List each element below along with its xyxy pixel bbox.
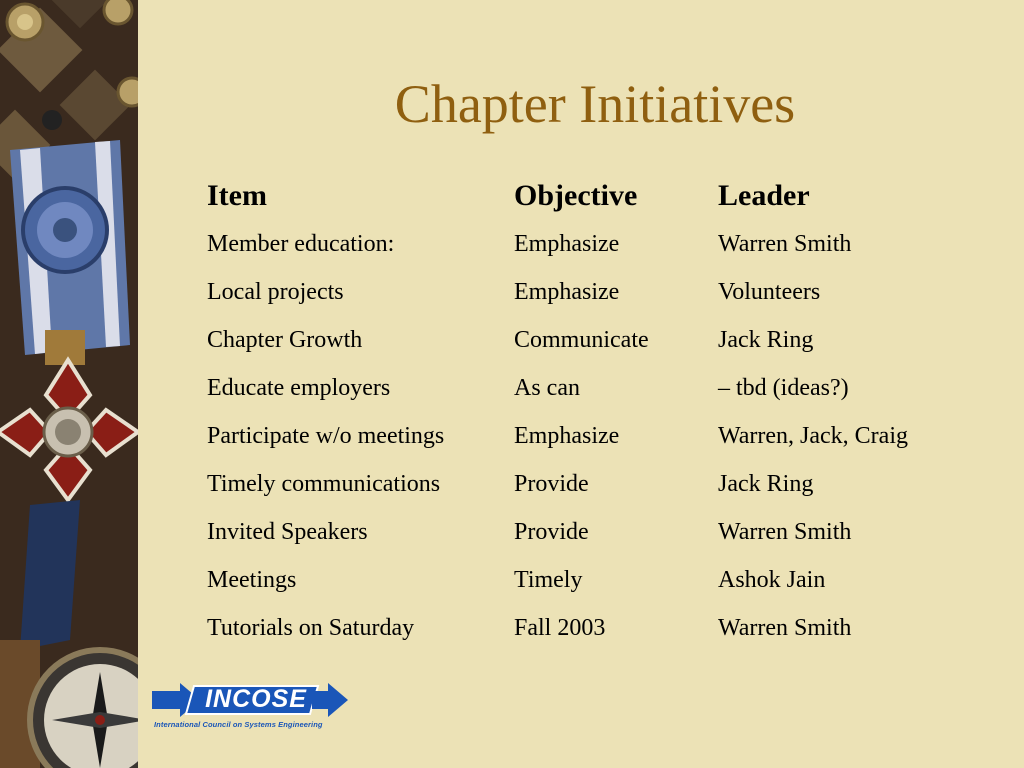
leader-cell: – tbd (ideas?) <box>718 374 849 401</box>
item-cell: Tutorials on Saturday <box>207 614 415 641</box>
objective-cell: Communicate <box>514 326 649 353</box>
leader-cell: Ashok Jain <box>718 566 826 593</box>
objective-cell: Provide <box>514 470 589 497</box>
item-cell: Local projects <box>207 278 344 305</box>
objective-cell: Emphasize <box>514 278 620 305</box>
item-cell: Timely communications <box>207 470 441 497</box>
item-cell: Participate w/o meetings <box>207 422 445 449</box>
table-header-row <box>200 172 965 220</box>
leader-cell: Warren Smith <box>718 518 852 545</box>
leader-cell: Warren Smith <box>718 614 852 641</box>
header-item: Item <box>207 179 267 212</box>
table-row <box>200 316 965 364</box>
table-row <box>200 556 965 604</box>
objective-cell: Emphasize <box>514 422 620 449</box>
objective-cell: Emphasize <box>514 230 620 257</box>
objective-cell: Timely <box>514 566 583 593</box>
objective-cell: Fall 2003 <box>514 614 606 641</box>
decorative-side-image <box>0 0 138 768</box>
item-cell: Meetings <box>207 566 297 593</box>
slide-title: Chapter Initiatives <box>394 74 796 134</box>
table-row <box>200 220 965 268</box>
table-row <box>200 604 965 652</box>
leader-cell: Volunteers <box>718 278 821 305</box>
item-cell: Invited Speakers <box>207 518 368 545</box>
table-row <box>200 412 965 460</box>
table-row <box>200 508 965 556</box>
logo-subtitle: International Council on Systems Engineering <box>154 720 323 729</box>
objective-cell: Provide <box>514 518 589 545</box>
leader-cell: Warren, Jack, Craig <box>718 422 908 449</box>
leader-cell: Jack Ring <box>718 470 814 497</box>
header-leader: Leader <box>718 179 810 212</box>
incose-logo <box>152 680 352 736</box>
initiatives-table <box>200 172 965 652</box>
table-row <box>200 364 965 412</box>
ribbon-icon <box>10 140 130 365</box>
leader-cell: Warren Smith <box>718 230 852 257</box>
table-row <box>200 268 965 316</box>
header-objective: Objective <box>514 179 638 212</box>
item-cell: Member education: <box>207 230 395 257</box>
item-cell: Educate employers <box>207 374 391 401</box>
logo-wordmark: INCOSE <box>205 685 307 713</box>
leader-cell: Jack Ring <box>718 326 814 353</box>
item-cell: Chapter Growth <box>207 326 363 353</box>
objective-cell: As can <box>514 374 580 401</box>
table-row <box>200 460 965 508</box>
